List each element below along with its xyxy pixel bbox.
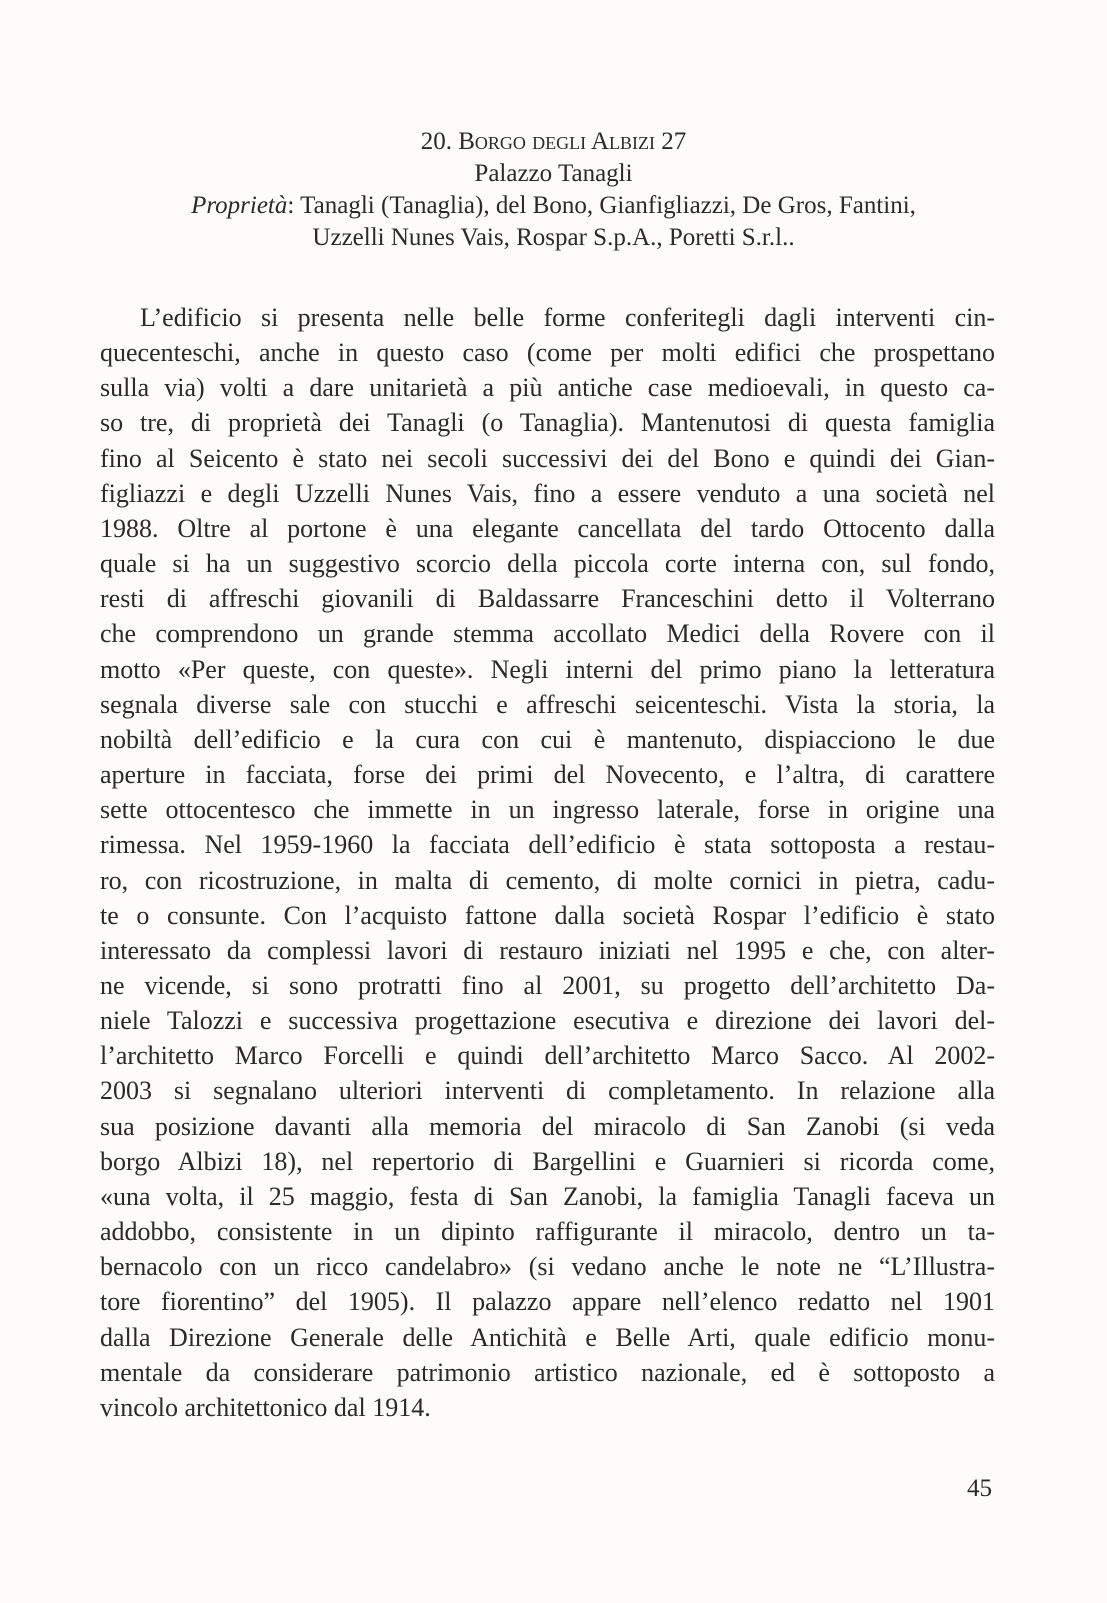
body-line: 2003 si segnalano ulteriori interventi di completamento. In relazione alla	[100, 1076, 995, 1106]
body-line: te o consunte. Con l’acquisto fattone dalla società Rospar l’edificio è stato	[100, 900, 995, 930]
body-line: tore fiorentino” del 1905). Il palazzo appare nell’elenco redatto nel 1901	[100, 1287, 995, 1317]
body-line: aperture in facciata, forse dei primi del Novecento, e l’altra, di carattere	[100, 760, 995, 790]
body-line: «una volta, il 25 maggio, festa di San Zanobi, la famiglia Tanagli faceva un	[100, 1181, 995, 1211]
owners-part2: Uzzelli Nunes Vais, Rospar S.p.A., Poretti S.r.l..	[312, 224, 795, 251]
body-line: nobiltà dell’edificio e la cura con cui è mantenuto, dispiacciono le due	[100, 724, 995, 754]
body-line: l’architetto Marco Forcelli e quindi dell’architetto Marco Sacco. Al 2002-	[100, 1041, 995, 1071]
body-line: rimessa. Nel 1959-1960 la facciata dell’edificio è stata sottoposta a restau-	[100, 830, 995, 860]
entry-street: Borgo degli Albizi 27	[458, 128, 687, 155]
entry-header	[100, 126, 1007, 254]
body-line: ro, con ricostruzione, in malta di cemento, di molte cornici in pietra, cadu-	[100, 865, 995, 895]
body-line: L’edificio si presenta nelle belle forme conferitegli dagli interventi cin-	[140, 303, 995, 332]
body-line: interessato da complessi lavori di restauro iniziati nel 1995 e che, con alter-	[100, 935, 995, 965]
owners-part1: : Tanagli (Tanaglia), del Bono, Gianfigliazzi, De Gros, Fantini,	[287, 192, 916, 219]
body-line: che comprendono un grande stemma accollato Medici della Rovere con il	[100, 619, 995, 649]
body-line: quale si ha un suggestivo scorcio della piccola corte interna con, sul fondo,	[100, 549, 995, 579]
body-line: figliazzi e degli Uzzelli Nunes Vais, fino a essere venduto a una società nel	[100, 478, 995, 508]
body-line: mentale da considerare patrimonio artistico nazionale, ed è sottoposto a	[100, 1357, 995, 1387]
body-line: addobbo, consistente in un dipinto raffigurante il miracolo, dentro un ta-	[100, 1217, 995, 1247]
page-number: 45	[967, 1475, 992, 1502]
body-line: 1988. Oltre al portone è una elegante cancellata del tardo Ottocento dalla	[100, 513, 995, 543]
body-line: niele Talozzi e successiva progettazione esecutiva e direzione dei lavori del-	[100, 1006, 995, 1036]
body-line: resti di affreschi giovanili di Baldassarre Franceschini detto il Volterrano	[100, 584, 995, 614]
body-line: so tre, di proprietà dei Tanagli (o Tanaglia). Mantenutosi di questa famiglia	[100, 408, 995, 438]
building-name: Palazzo Tanagli	[474, 160, 633, 187]
body-line: vincolo architettonico dal 1914.	[100, 1392, 431, 1422]
body-line: borgo Albizi 18), nel repertorio di Bargellini e Guarnieri si ricorda come,	[100, 1146, 995, 1176]
body-line: sulla via) volti a dare unitarietà a più antiche case medioevali, in questo ca-	[100, 373, 995, 403]
ownership-line	[100, 190, 1007, 222]
body-line: dalla Direzione Generale delle Antichità e Belle Arti, quale edificio monu-	[100, 1322, 995, 1352]
entry-title	[100, 126, 1007, 158]
body-line: sua posizione davanti alla memoria del miracolo di San Zanobi (si veda	[100, 1111, 995, 1141]
body-line: segnala diverse sale con stucchi e affreschi seicenteschi. Vista la storia, la	[100, 689, 995, 719]
entry-number: 20.	[420, 128, 452, 155]
body-paragraph	[100, 300, 995, 1425]
body-line: quecenteschi, anche in questo caso (come per molti edifici che prospettano	[100, 338, 995, 368]
body-line: fino al Seicento è stato nei secoli successivi dei del Bono e quindi dei Gian-	[100, 443, 995, 473]
body-line: ne vicende, si sono protratti fino al 2001, su progetto dell’architetto Da-	[100, 970, 995, 1000]
body-line: bernacolo con un ricco candelabro» (si vedano anche le note ne “L’Illustra-	[100, 1252, 995, 1282]
body-line: motto «Per queste, con queste». Negli interni del primo piano la letteratura	[100, 654, 995, 684]
body-line: sette ottocentesco che immette in un ingresso laterale, forse in origine una	[100, 795, 995, 825]
ownership-label: Proprietà	[191, 192, 288, 219]
